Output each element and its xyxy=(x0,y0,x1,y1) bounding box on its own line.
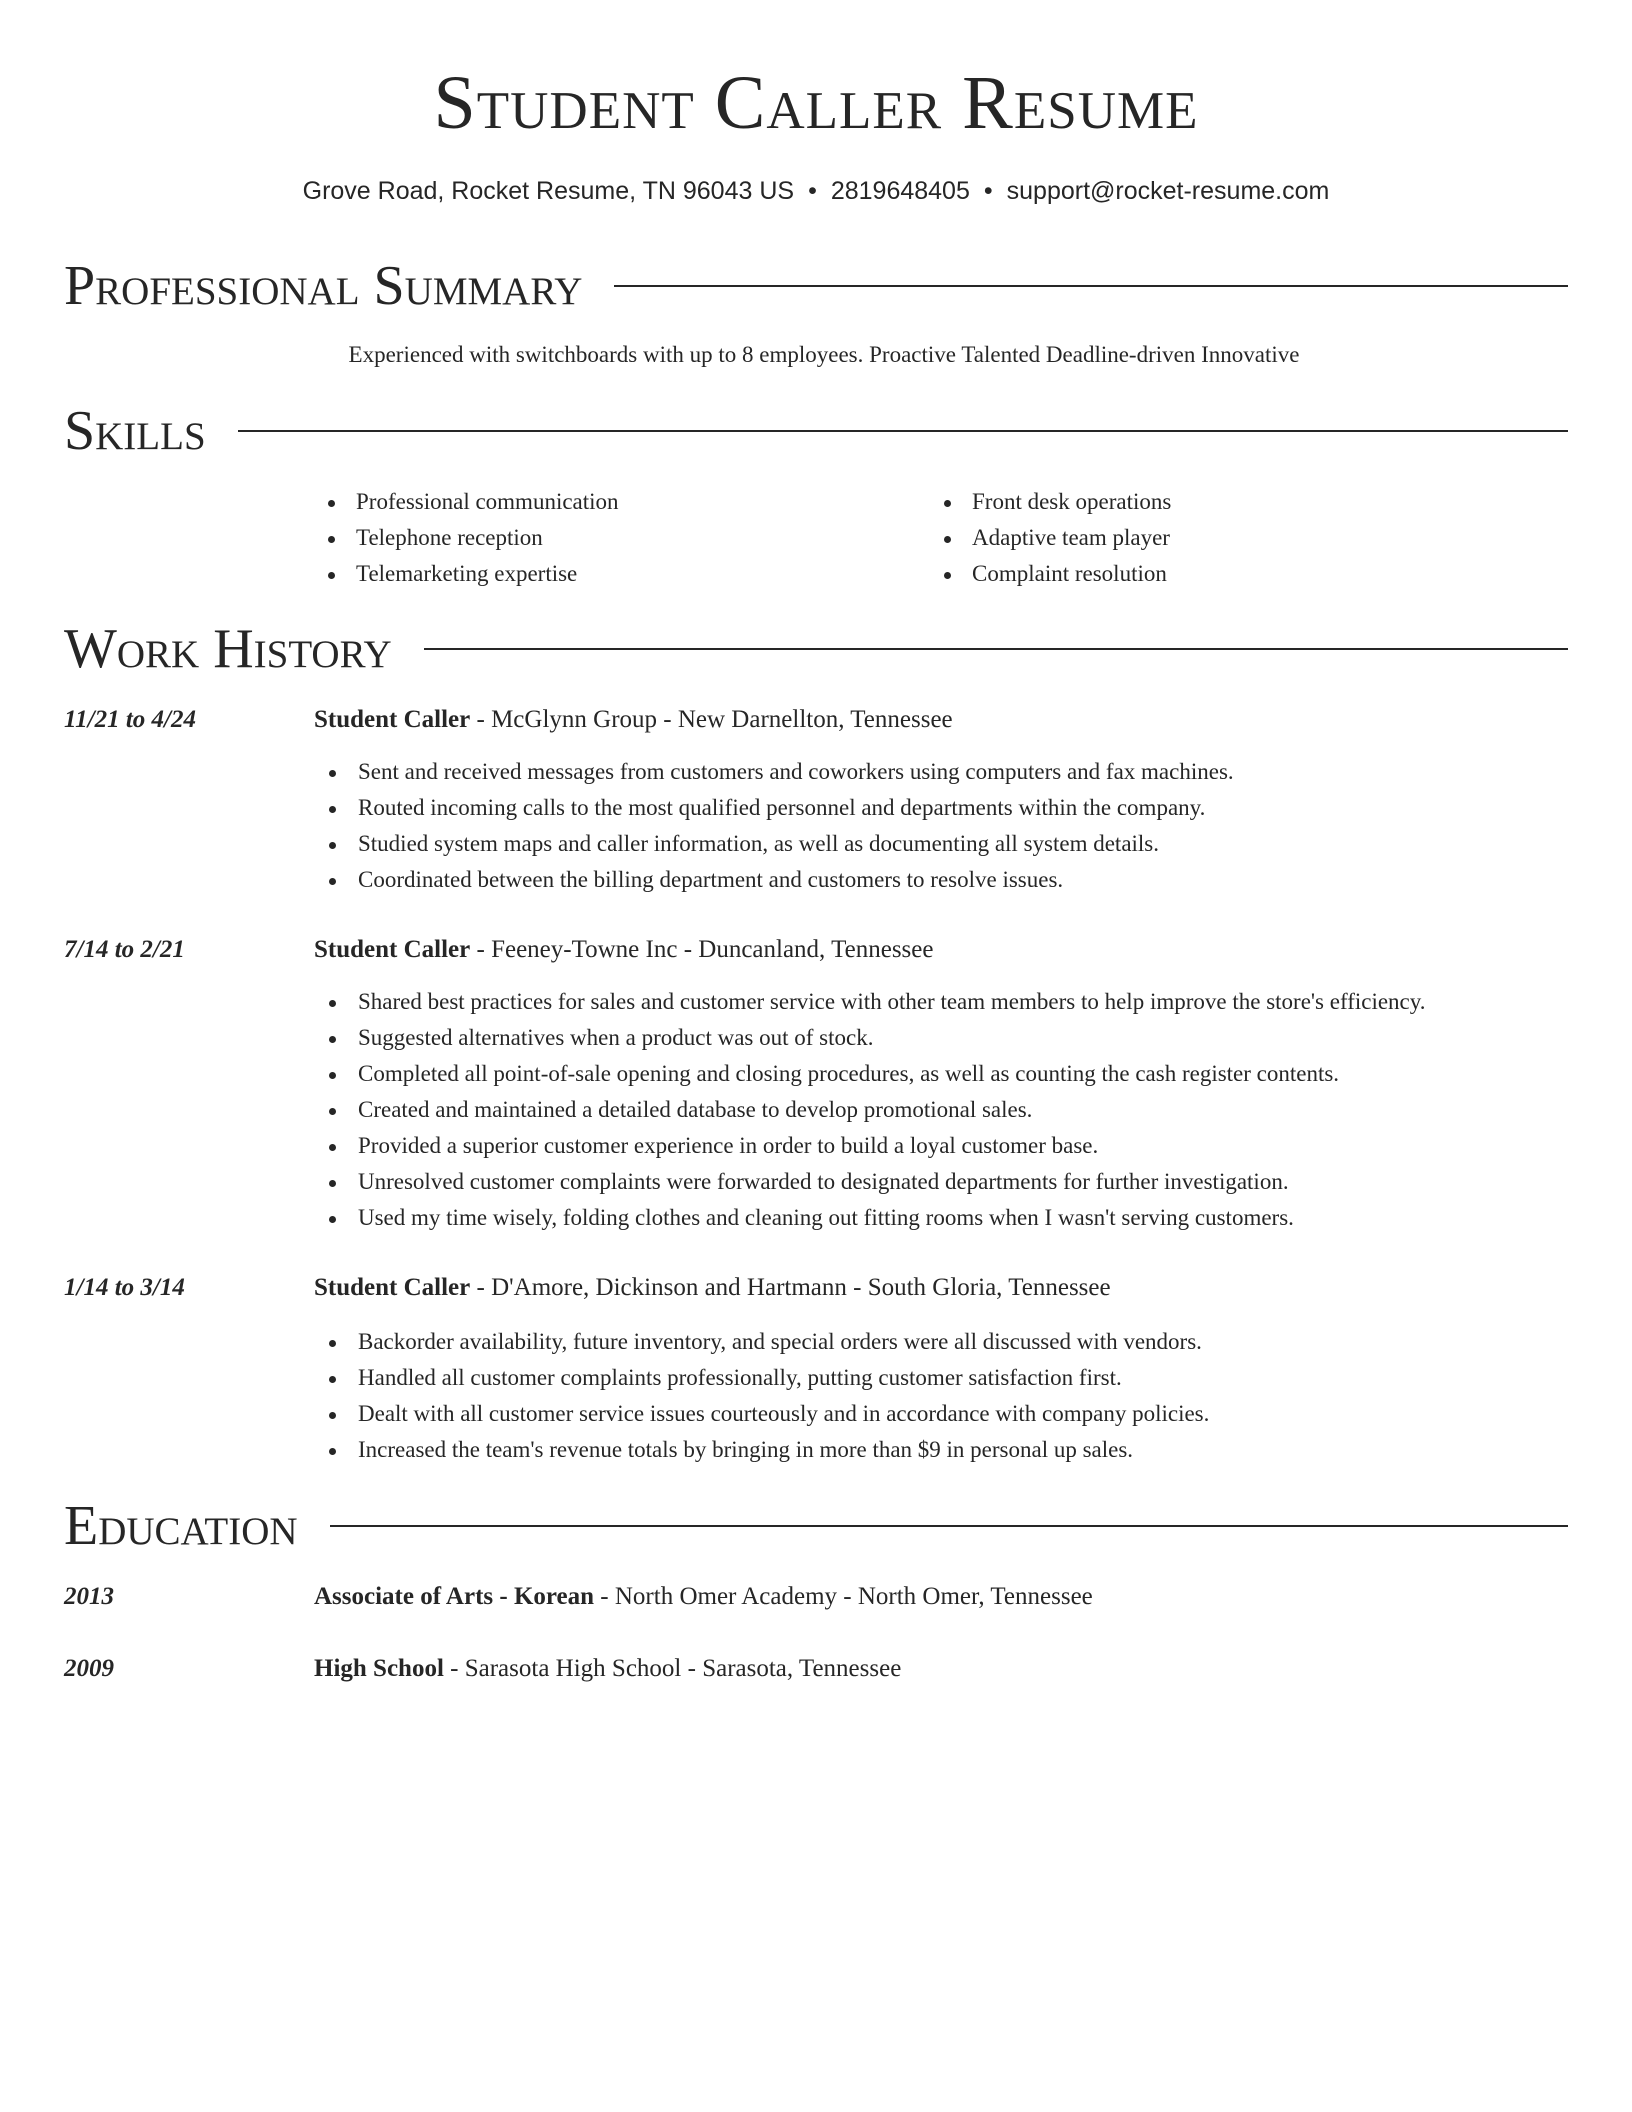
resume-title: Student Caller Resume xyxy=(433,61,1199,145)
section-divider xyxy=(614,285,1568,287)
education-title-line xyxy=(314,1653,901,1685)
summary-text: Experienced with switchboards with up to 8 employees. Proactive Talented Deadline-driven Innovative xyxy=(348,342,1300,367)
summary-section-header xyxy=(64,254,1568,318)
job-bullet: Backorder availability, future inventory, and special orders were all discussed with vendors. xyxy=(314,1324,1209,1360)
work-section-header xyxy=(64,617,1568,681)
job-bullet: Sent and received messages from customers and coworkers using computers and fax machines. xyxy=(314,754,1234,790)
job-bullet: Coordinated between the billing department and customers to resolve issues. xyxy=(314,862,1234,898)
skills-column-left xyxy=(326,484,619,592)
job-details: - Feeney-Towne Inc - Duncanland, Tennessee xyxy=(470,936,934,963)
job-position: Student Caller xyxy=(314,706,471,733)
education-year: 2009 xyxy=(64,1655,114,1682)
job-bullet: Completed all point-of-sale opening and closing procedures, as well as counting the cash register contents. xyxy=(314,1056,1426,1092)
job-bullet: Unresolved customer complaints were forwarded to designated departments for further investigation. xyxy=(314,1164,1426,1200)
skill-item: Professional communication xyxy=(326,484,619,520)
section-divider xyxy=(424,648,1568,650)
job-title-line xyxy=(314,934,933,966)
skills-heading: Skills xyxy=(64,400,206,462)
skills-column-right xyxy=(942,484,1171,592)
contact-separator: • xyxy=(983,177,993,205)
education-degree: Associate of Arts - Korean xyxy=(314,1583,595,1610)
job-bullet: Provided a superior customer experience in order to build a loyal customer base. xyxy=(314,1128,1426,1164)
job-bullet: Studied system maps and caller information, as well as documenting all system details. xyxy=(314,826,1234,862)
job-title-line xyxy=(314,704,953,736)
job-details: - D'Amore, Dickinson and Hartmann - South Gloria, Tennessee xyxy=(470,1274,1111,1301)
summary-heading: Professional Summary xyxy=(64,255,583,317)
contact-address: Grove Road, Rocket Resume, TN 96043 US xyxy=(302,177,795,205)
job-bullet: Dealt with all customer service issues courteously and in accordance with company policies. xyxy=(314,1396,1209,1432)
job-bullet: Routed incoming calls to the most qualified personnel and departments within the company. xyxy=(314,790,1234,826)
job-dates: 11/21 to 4/24 xyxy=(64,706,196,733)
job-title-line xyxy=(314,1272,1111,1304)
job-bullet: Shared best practices for sales and customer service with other team members to help improve the store's efficiency. xyxy=(314,984,1426,1020)
job-dates: 1/14 to 3/14 xyxy=(64,1274,185,1301)
education-year: 2013 xyxy=(64,1583,114,1610)
contact-email: support@rocket-resume.com xyxy=(1006,177,1330,205)
job-dates: 7/14 to 2/21 xyxy=(64,936,185,963)
contact-separator: • xyxy=(808,177,817,205)
job-position: Student Caller xyxy=(314,1274,471,1301)
skill-item: Telemarketing expertise xyxy=(326,556,619,592)
education-details: - North Omer Academy - North Omer, Tennessee xyxy=(594,1583,1093,1610)
education-details: - Sarasota High School - Sarasota, Tennessee xyxy=(443,1655,902,1682)
contact-phone: 2819648405 xyxy=(830,177,970,205)
job-bullets xyxy=(314,754,1234,898)
job-bullet: Suggested alternatives when a product was out of stock. xyxy=(314,1020,1426,1056)
education-degree: High School xyxy=(314,1655,444,1682)
education-heading: Education xyxy=(64,1495,298,1557)
job-bullets xyxy=(314,1324,1209,1468)
job-bullet: Handled all customer complaints professionally, putting customer satisfaction first. xyxy=(314,1360,1209,1396)
education-section-header xyxy=(64,1494,1568,1558)
job-bullet: Increased the team's revenue totals by bringing in more than $9 in personal up sales. xyxy=(314,1432,1209,1468)
job-bullet: Created and maintained a detailed database to develop promotional sales. xyxy=(314,1092,1426,1128)
skills-section-header xyxy=(64,399,1568,463)
skill-item: Front desk operations xyxy=(942,484,1171,520)
job-bullets xyxy=(314,984,1426,1236)
contact-line xyxy=(0,176,1632,206)
skill-item: Complaint resolution xyxy=(942,556,1171,592)
job-position: Student Caller xyxy=(314,936,471,963)
work-heading: Work History xyxy=(64,618,392,680)
job-bullet: Used my time wisely, folding clothes and cleaning out fitting rooms when I wasn't serving customers. xyxy=(314,1200,1426,1236)
job-details: - McGlynn Group - New Darnellton, Tennessee xyxy=(470,706,953,733)
section-divider xyxy=(238,430,1568,432)
skill-item: Adaptive team player xyxy=(942,520,1171,556)
education-title-line xyxy=(314,1581,1093,1613)
section-divider xyxy=(330,1525,1568,1527)
skill-item: Telephone reception xyxy=(326,520,619,556)
